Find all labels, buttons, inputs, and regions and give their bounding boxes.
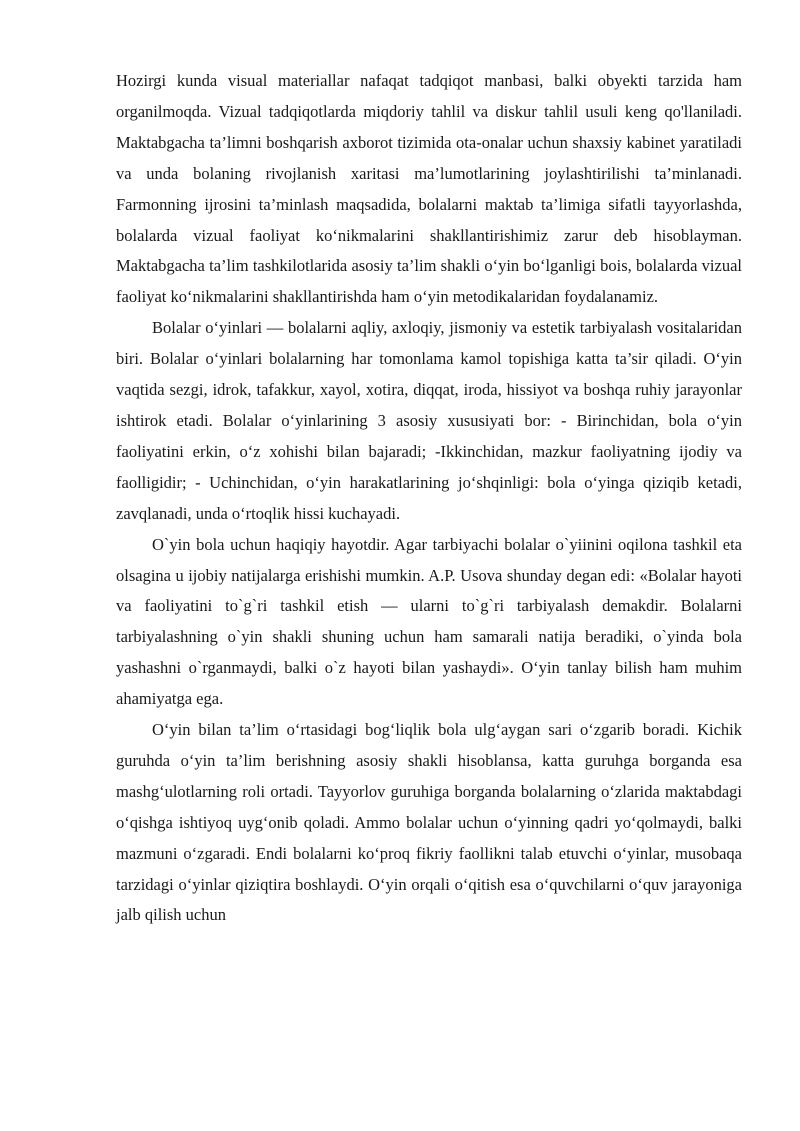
- paragraph-visual-materials: Hozirgi kunda visual materiallar nafaqat tadqiqot manbasi, balki obyekti tarzida ham organilmoqda. Vizual tadqiqotlarda miqdoriy tahlil va diskur tahlil usuli keng qo'llaniladi. Maktabgacha ta’limni boshqarish axborot tizimida ota-onalar uchun shaxsiy kabinet yaratiladi va unda bolaning rivojlanish xaritasi ma’lumotlarining joylashtirilishi ta’minlanadi. Farmonning ijrosini ta’minlash maqsadida, bolalarni maktab ta’limiga sifatli tayyorlashda, bolalarda vizual faoliyat ko‘nikmalarini shakllantirishimiz zarur deb hisoblayman. Maktabgacha ta’lim tashkilotlarida asosiy ta’lim shakli o‘yin bo‘lganligi bois, bolalarda vizual faoliyat ko‘nikmalarini shakllantirishda ham o‘yin metodikalaridan foydalanamiz.: [116, 71, 742, 307]
- document-page: [116, 66, 742, 931]
- paragraph-game-is-life: O`yin bola uchun haqiqiy hayotdir. Agar tarbiyachi bolalar o`yiinini oqilona tashkil eta olsagina u ijobiy natijalarga erishishi mumkin. A.P. Usova shunday degan edi: «Bolalar hayoti va faoliyatini to`g`ri tashkil etish — ularni to`g`ri tarbiyalash demakdir. Bolalarni tarbiyalashning o`yin shakli shuning uchun ham samarali natija beradiki, o`yinda bola yashashni o`rganmaydi, balki o`z hayoti bilan yashaydi». O‘yin tanlay bilish ham muhim ahamiyatga ega.: [116, 534, 742, 709]
- paragraph-game-and-education: O‘yin bilan ta’lim o‘rtasidagi bog‘liqlik bola ulg‘aygan sari o‘zgarib boradi. Kichik guruhda o‘yin ta’lim berishning asosiy shakli hisoblansa, katta guruhga borganda esa mashg‘ulotlarning roli ortadi. Tayyorlov guruhiga borganda bolalarning o‘zlarida maktabdagi o‘qishga ishtiyoq uyg‘onib qoladi. Ammo bolalar uchun o‘yinning qadri yo‘qolmaydi, balki mazmuni o‘zgaradi. Endi bolalarni ko‘proq fikriy faollikni talab etuvchi o‘yinlar, musobaqa tarzidagi o‘yinlar qiziqtira boshlaydi. O‘yin orqali o‘qitish esa o‘quvchilarni o‘quv jarayoniga jalb qilish uchun: [116, 720, 742, 925]
- paragraph-childrens-games: Bolalar o‘yinlari — bolalarni aqliy, axloqiy, jismoniy va estetik tarbiyalash vositalaridan biri. Bolalar o‘yinlari bolalarning har tomonlama kamol topishiga katta ta’sir qiladi. O‘yin vaqtida sezgi, idrok, tafakkur, xayol, xotira, diqqat, iroda, hissiyot va boshqa ruhiy jarayonlar ishtirok etadi. Bolalar o‘yinlarining 3 asosiy xususiyati bor: - Birinchidan, bola o‘yin faoliyatini erkin, o‘z xohishi bilan bajaradi; -Ikkinchidan, mazkur faoliyatning ijodiy va faolligidir; - Uchinchidan, o‘yin harakatlarining jo‘shqinligi: bola o‘yinga qiziqib ketadi, zavqlanadi, unda o‘rtoqlik hissi kuchayadi.: [116, 318, 742, 523]
